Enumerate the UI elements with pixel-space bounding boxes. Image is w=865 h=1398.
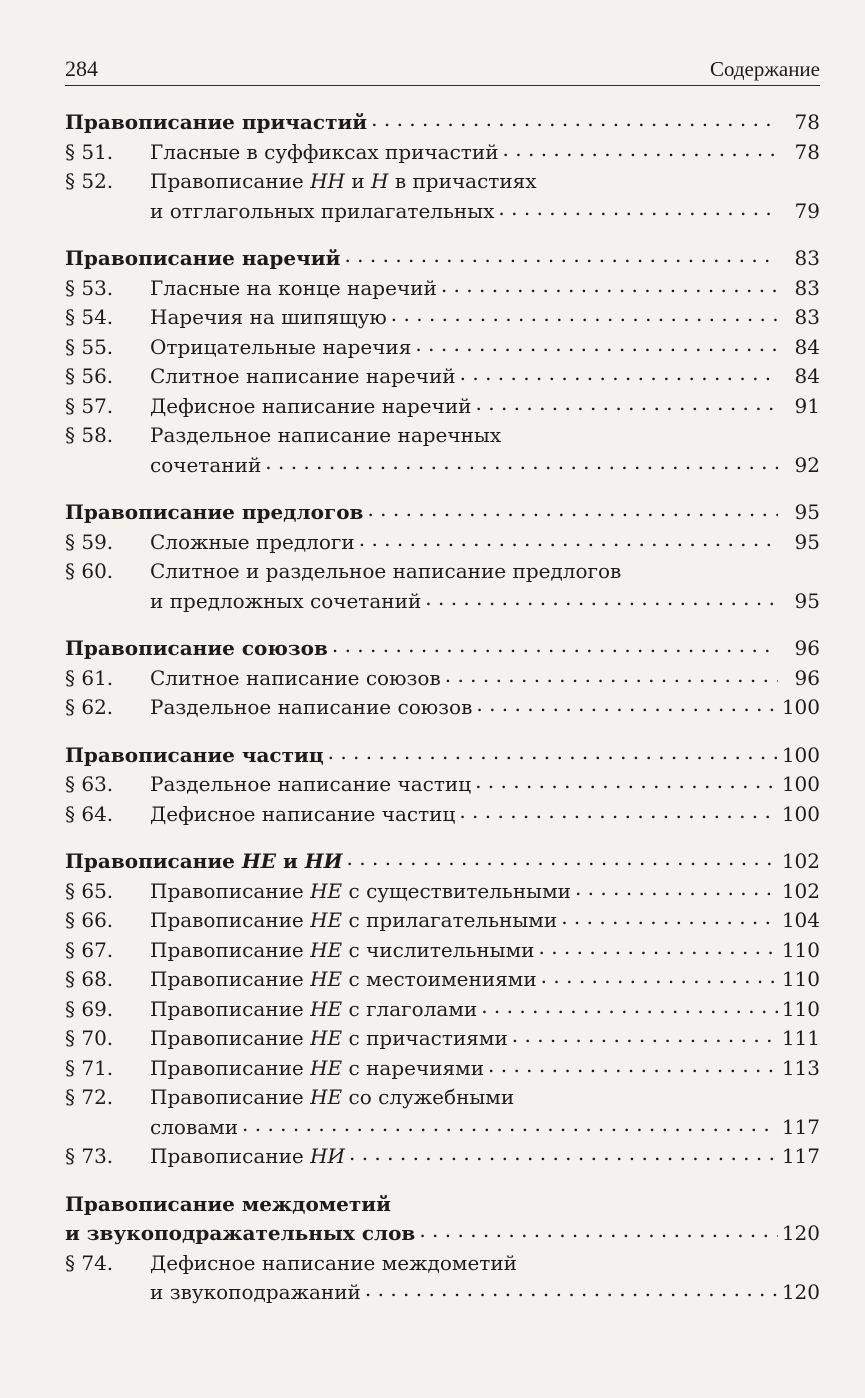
toc-entry[interactable]	[65, 167, 820, 197]
dot-leader	[539, 937, 778, 957]
section-title: Правописание НЕ и НИ	[65, 849, 343, 873]
entry-title: Дефисное написание междометий	[150, 1250, 518, 1275]
dot-leader	[391, 304, 778, 324]
entry-title: Раздельное написание союзов	[150, 695, 473, 719]
entry-page: 84	[794, 334, 820, 359]
toc-entry[interactable]	[65, 877, 820, 907]
section-page: 102	[781, 849, 820, 873]
toc-section	[65, 108, 820, 226]
dot-leader	[367, 499, 778, 519]
dot-leader	[476, 694, 777, 714]
toc-section	[65, 244, 820, 480]
entry-title: Слитное написание наречий	[150, 364, 456, 388]
section-page: 100	[781, 742, 820, 767]
toc-entry[interactable]	[65, 421, 820, 451]
toc-entry[interactable]	[65, 1054, 820, 1084]
paragraph-number: § 73.	[65, 1144, 114, 1168]
dot-leader	[476, 393, 778, 413]
dot-leader	[481, 996, 778, 1016]
toc-entry[interactable]	[65, 138, 820, 168]
dot-leader	[441, 275, 778, 295]
section-page: 96	[794, 636, 820, 660]
entry-title: Правописание НЕ с глаголами	[150, 996, 478, 1021]
dot-leader	[445, 665, 778, 685]
entry-page: 95	[794, 588, 820, 613]
toc-entry[interactable]	[65, 664, 820, 694]
entry-title: и звукоподражаний	[150, 1280, 361, 1304]
toc-section	[65, 847, 820, 1172]
section-title: Правописание причастий	[65, 110, 368, 134]
toc-entry[interactable]	[65, 557, 820, 587]
toc-entry[interactable]	[65, 995, 820, 1025]
entry-page: 78	[794, 139, 820, 164]
toc-entry[interactable]	[65, 1024, 820, 1054]
entry-page: 79	[794, 198, 820, 223]
entry-page: 110	[781, 937, 820, 962]
paragraph-number: § 51.	[65, 139, 114, 164]
section-page: 83	[794, 246, 820, 270]
entry-page: 111	[781, 1026, 820, 1050]
toc-entry[interactable]	[65, 587, 820, 617]
toc-section	[65, 498, 820, 616]
paragraph-number: § 58.	[65, 423, 114, 447]
paragraph-number: § 70.	[65, 1026, 114, 1050]
entry-title: Гласные в суффиксах причастий	[150, 139, 499, 164]
dot-leader	[541, 966, 778, 986]
paragraph-number: § 74.	[65, 1250, 114, 1275]
toc-section-heading[interactable]	[65, 244, 820, 274]
paragraph-number: § 55.	[65, 334, 114, 359]
entry-title: сочетаний	[150, 452, 262, 477]
entry-page: 117	[781, 1114, 820, 1139]
entry-title: Отрицательные наречия	[150, 334, 412, 359]
paragraph-number: § 57.	[65, 393, 114, 418]
toc-entry[interactable]	[65, 965, 820, 995]
entry-page: 104	[781, 908, 820, 932]
toc-section-heading[interactable]	[65, 634, 820, 664]
running-title: Содержание	[709, 57, 820, 81]
entry-page: 102	[781, 878, 820, 903]
running-head	[65, 50, 820, 86]
dot-leader	[419, 1220, 777, 1240]
dot-leader	[365, 1279, 778, 1299]
dot-leader	[503, 139, 778, 159]
dot-leader	[371, 109, 778, 129]
entry-page: 117	[781, 1144, 820, 1168]
paragraph-number: § 66.	[65, 908, 114, 932]
paragraph-number: § 67.	[65, 937, 114, 962]
paragraph-number: § 65.	[65, 878, 114, 903]
entry-page: 96	[794, 665, 820, 690]
toc-entry[interactable]	[65, 333, 820, 363]
toc-entry[interactable]	[65, 197, 820, 227]
dot-leader	[460, 363, 778, 383]
dot-leader	[344, 245, 778, 265]
paragraph-number: § 64.	[65, 801, 114, 826]
entry-page: 84	[794, 364, 820, 388]
toc-entry[interactable]	[65, 1083, 820, 1113]
dot-leader	[561, 907, 778, 927]
paragraph-number: § 68.	[65, 967, 114, 991]
paragraph-number: § 60.	[65, 559, 114, 583]
entry-title: Слитное и раздельное написание предлогов	[150, 559, 622, 583]
entry-title: Раздельное написание частиц	[150, 772, 472, 796]
entry-title: Дефисное написание частиц	[150, 801, 456, 826]
entry-title: Правописание НЕ с местоимениями	[150, 967, 537, 991]
dot-leader	[415, 334, 778, 354]
paragraph-number: § 61.	[65, 665, 114, 690]
toc-entry[interactable]	[65, 528, 820, 558]
toc-entry[interactable]	[65, 1249, 820, 1279]
toc-section-heading[interactable]	[65, 1219, 820, 1249]
page-number: 284	[65, 56, 98, 81]
toc-entry[interactable]	[65, 770, 820, 800]
dot-leader	[328, 742, 778, 762]
entry-title: Правописание НЕ с прилагательными	[150, 908, 558, 932]
dot-leader	[488, 1055, 778, 1075]
dot-leader	[265, 452, 778, 472]
toc-entry[interactable]	[65, 303, 820, 333]
entry-page: 110	[781, 996, 820, 1021]
entry-title: Дефисное написание наречий	[150, 393, 472, 418]
dot-leader	[475, 771, 778, 791]
toc-section-heading[interactable]	[65, 108, 820, 138]
toc-entry[interactable]	[65, 274, 820, 304]
toc-entry[interactable]	[65, 693, 820, 723]
toc-section	[65, 1190, 820, 1308]
entry-title: Правописание НИ	[150, 1144, 345, 1168]
paragraph-number: § 62.	[65, 695, 114, 719]
dot-leader	[459, 801, 777, 821]
entry-title: Гласные на конце наречий	[150, 275, 437, 300]
entry-title: и предложных сочетаний	[150, 588, 422, 613]
table-of-contents	[65, 108, 820, 1326]
entry-page: 100	[781, 695, 820, 719]
paragraph-number: § 59.	[65, 529, 114, 554]
entry-title: Слитное написание союзов	[150, 665, 441, 690]
section-title: Правописание междометий	[65, 1191, 391, 1216]
entry-title: Раздельное написание наречных	[150, 423, 502, 447]
dot-leader	[512, 1025, 778, 1045]
entry-title: Правописание НЕ с наречиями	[150, 1055, 485, 1080]
paragraph-number: § 71.	[65, 1055, 114, 1080]
toc-section	[65, 634, 820, 723]
section-page: 120	[781, 1221, 820, 1245]
entry-page: 100	[781, 801, 820, 826]
toc-entry[interactable]	[65, 936, 820, 966]
paragraph-number: § 63.	[65, 772, 114, 796]
entry-title: Правописание НЕ с существительными	[150, 878, 571, 903]
toc-entry[interactable]	[65, 800, 820, 830]
toc-entry[interactable]	[65, 451, 820, 481]
entry-page: 95	[794, 529, 820, 554]
toc-entry[interactable]	[65, 1113, 820, 1143]
toc-entry[interactable]	[65, 392, 820, 422]
entry-title: Правописание НЕ со служебными	[150, 1085, 515, 1109]
dot-leader	[359, 529, 778, 549]
dot-leader	[498, 198, 778, 218]
entry-title: Правописание НЕ с числительными	[150, 937, 535, 962]
dot-leader	[347, 848, 778, 868]
toc-entry[interactable]	[65, 1278, 820, 1308]
paragraph-number: § 53.	[65, 275, 114, 300]
toc-section-heading[interactable]	[65, 847, 820, 877]
entry-page: 92	[794, 452, 820, 477]
paragraph-number: § 72.	[65, 1085, 114, 1109]
entry-title: Наречия на шипящую	[150, 305, 387, 329]
entry-page: 113	[781, 1055, 820, 1080]
paragraph-number: § 52.	[65, 169, 114, 193]
paragraph-number: § 54.	[65, 305, 114, 329]
entry-page: 110	[781, 967, 820, 991]
section-title: и звукоподражательных слов	[65, 1221, 416, 1245]
toc-section-heading[interactable]	[65, 498, 820, 528]
section-title: Правописание частиц	[65, 742, 324, 767]
entry-title: Сложные предлоги	[150, 529, 355, 554]
section-title: Правописание союзов	[65, 636, 328, 660]
entry-page: 100	[781, 772, 820, 796]
entry-title: Правописание НН и Н в причастиях	[150, 169, 537, 193]
toc-entry[interactable]	[65, 906, 820, 936]
toc-section-heading[interactable]	[65, 1190, 820, 1220]
section-page: 95	[794, 500, 820, 524]
section-title: Правописание предлогов	[65, 500, 364, 524]
toc-section	[65, 741, 820, 830]
dot-leader	[332, 635, 778, 655]
entry-title: и отглагольных прилагательных	[150, 198, 495, 223]
entry-page: 83	[794, 275, 820, 300]
toc-entry[interactable]	[65, 362, 820, 392]
entry-page: 120	[781, 1280, 820, 1304]
dot-leader	[425, 588, 778, 608]
entry-page: 83	[794, 305, 820, 329]
entry-page: 91	[794, 393, 820, 418]
entry-title: Правописание НЕ с причастиями	[150, 1026, 508, 1050]
toc-section-heading[interactable]	[65, 741, 820, 771]
paragraph-number: § 69.	[65, 996, 114, 1021]
section-page: 78	[794, 110, 820, 134]
dot-leader	[575, 878, 778, 898]
dot-leader	[349, 1143, 778, 1163]
entry-title: словами	[150, 1114, 239, 1139]
paragraph-number: § 56.	[65, 364, 114, 388]
section-title: Правописание наречий	[65, 246, 341, 270]
toc-entry[interactable]	[65, 1142, 820, 1172]
dot-leader	[242, 1114, 778, 1134]
